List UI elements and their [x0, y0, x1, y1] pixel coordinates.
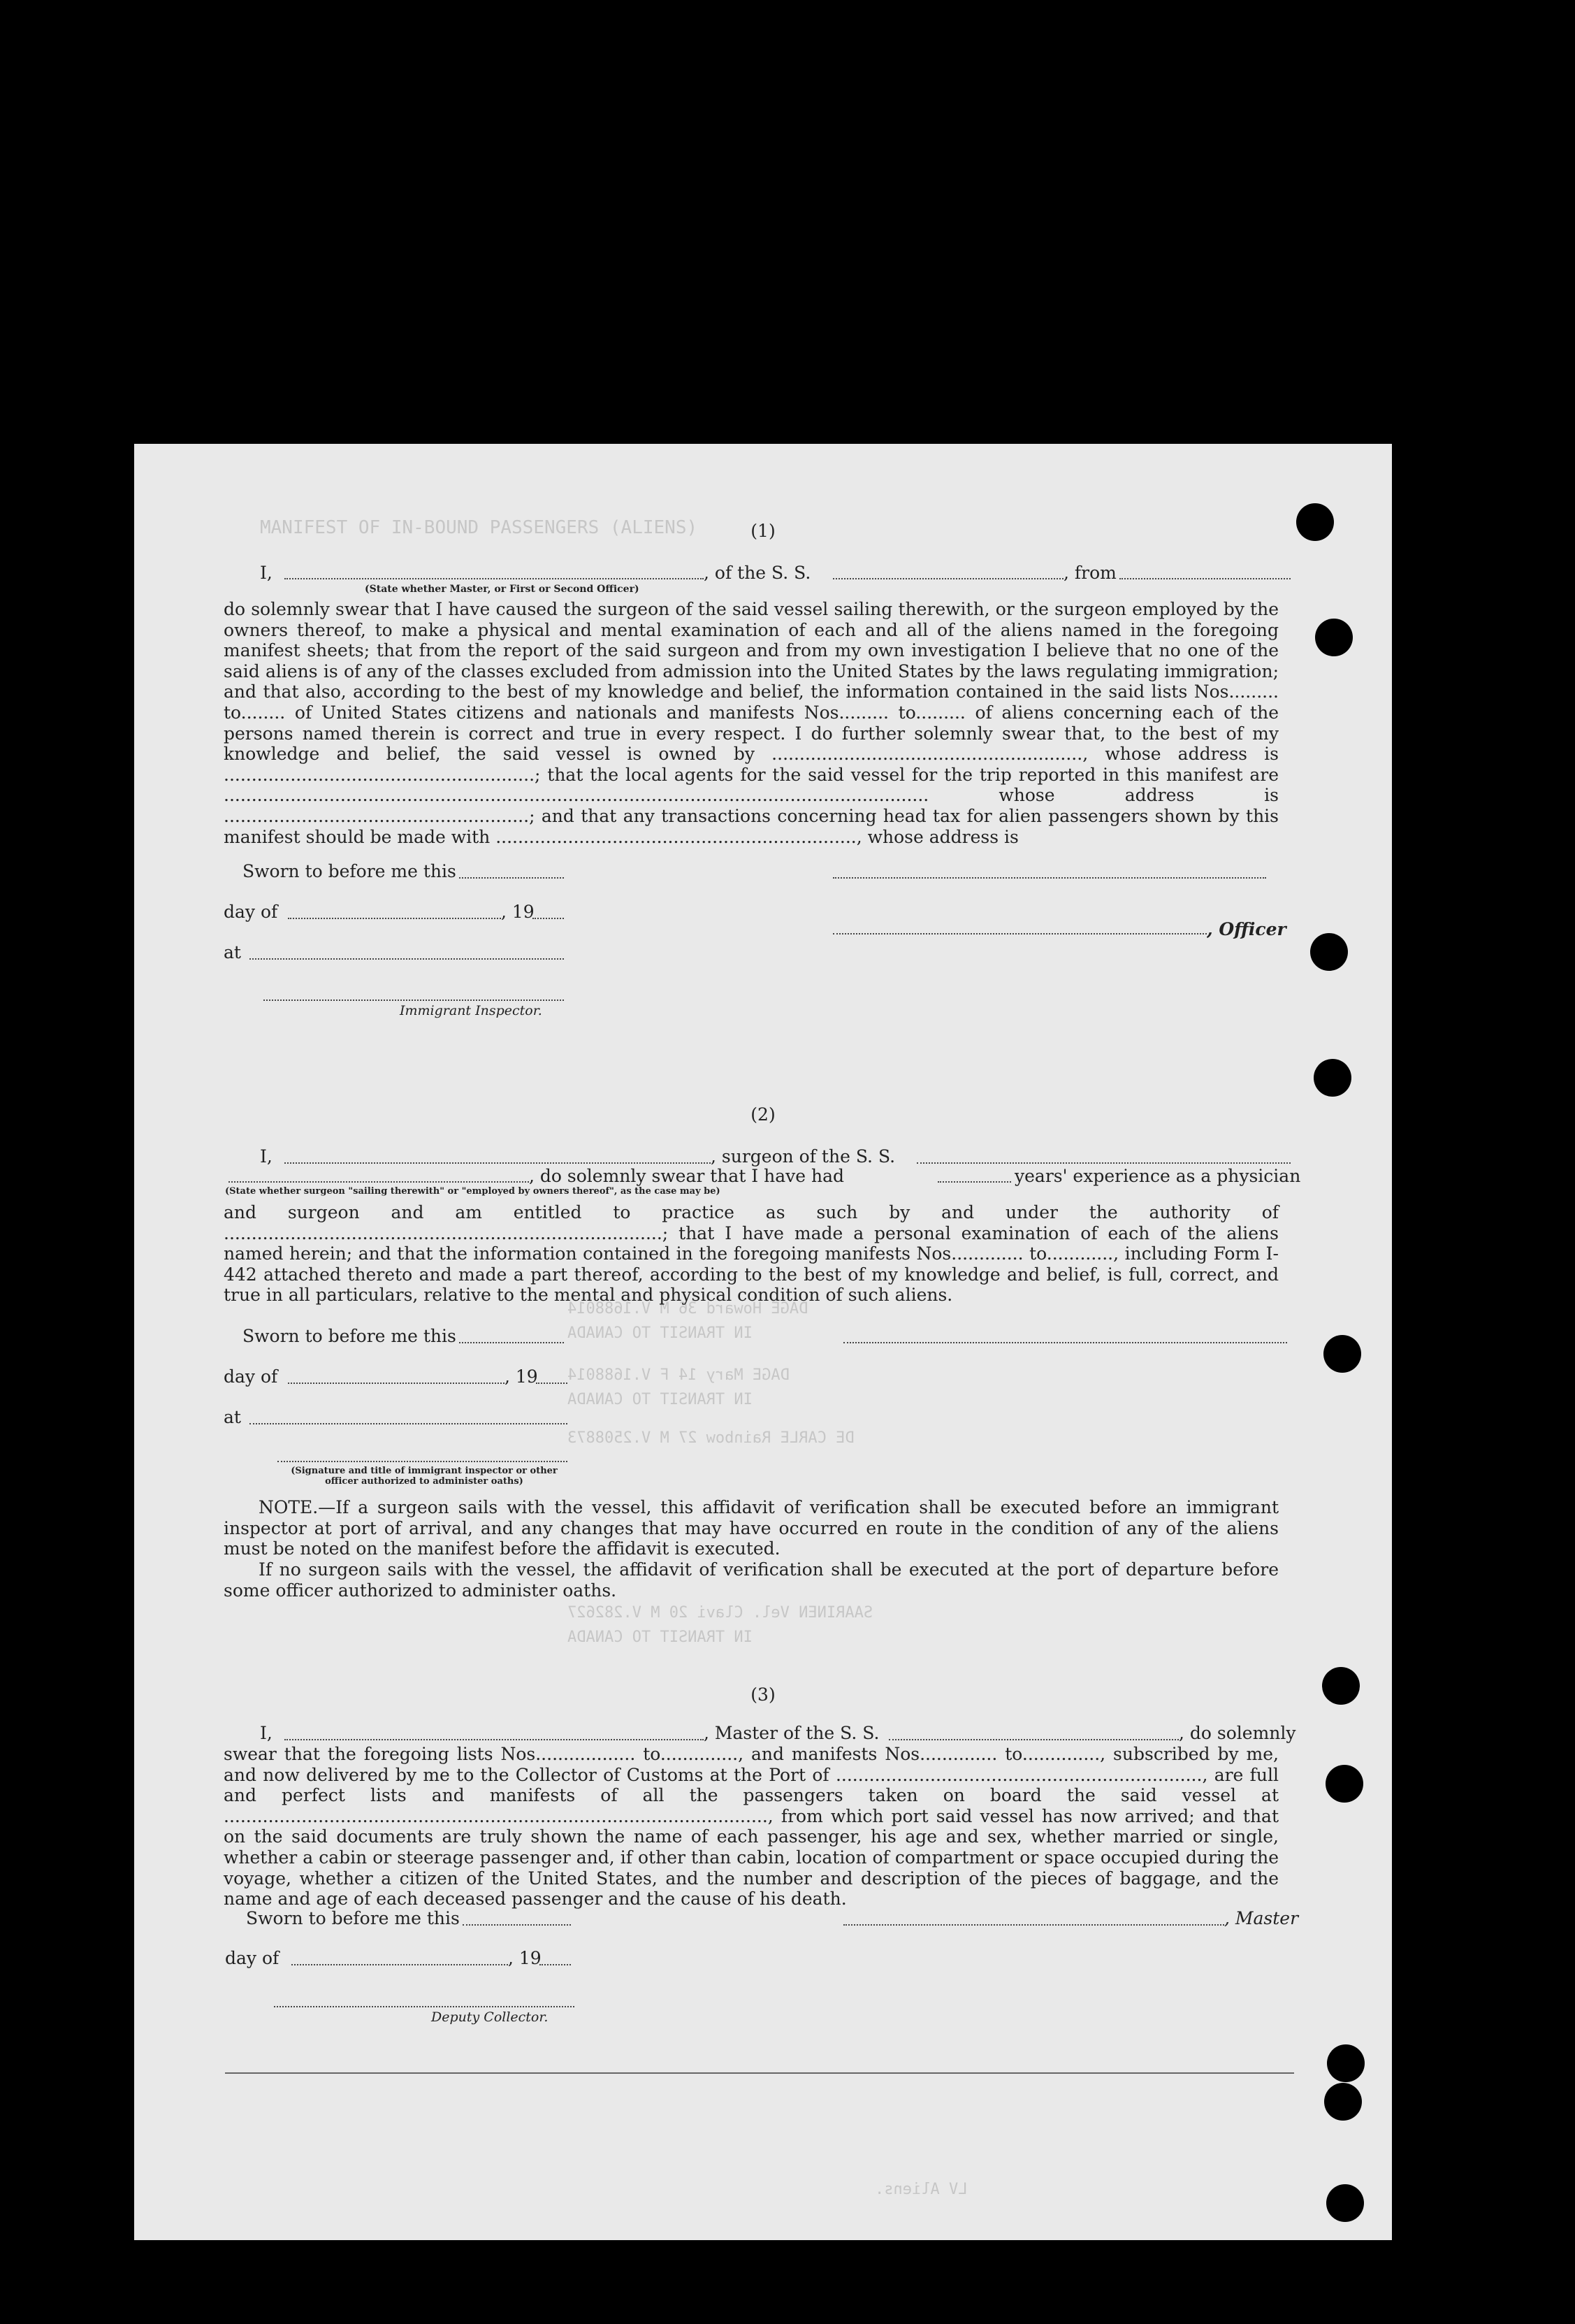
sworn-year-field[interactable] — [532, 918, 564, 919]
section-3-number: (3) — [750, 1684, 776, 1705]
section-2-note-2: If no surgeon sails with the vessel, the affidavit of verification shall be executed at the port of departure before some officer authorized to administer oaths. — [224, 1559, 1279, 1601]
from-port-field[interactable] — [1119, 578, 1291, 579]
bleed-through-row: SAARINEN Vel. Clavi 20 M V.282627 — [567, 1604, 873, 1622]
section-3-master-signature-field[interactable] — [843, 1924, 1224, 1926]
surgeon-sworn-month-field[interactable] — [288, 1383, 505, 1384]
bleed-through-row: IN TRANSIT TO CANADA — [567, 1391, 753, 1408]
master-name-field[interactable] — [284, 578, 704, 579]
punch-hole — [1296, 503, 1334, 541]
section-3-sworn-label: Sworn to before me this — [246, 1908, 460, 1928]
bleed-through-footer: LV Aliens. — [875, 2181, 968, 2198]
section-1-caption: (State whether Master, or First or Second Officer) — [365, 584, 639, 595]
section-1-day-of-label: day of — [224, 902, 278, 922]
section-3-year-label: , 19 — [508, 1948, 542, 1968]
section-2-year-label: , 19 — [505, 1366, 538, 1387]
deputy-collector-caption: Deputy Collector. — [431, 2009, 549, 2025]
section-1-from-label: , from — [1064, 563, 1117, 583]
section-3-master-label: , Master of the S. S. — [704, 1723, 880, 1743]
bottom-rule — [225, 2072, 1294, 2074]
section-3-swear-label: , do solemnly — [1179, 1723, 1296, 1743]
surgeon-sworn-place-field[interactable] — [249, 1423, 567, 1424]
section-3-oath-text: swear that the foregoing lists Nos.................. to.............., and manifests Nos.............. to.............., subscribed by me, and now delivered by me to the Collector of Customs at the Port of .................................................................., are full and perfect lists and manifests of all the passengers taken on board the said vessel at .................................................................................................., from which port said vessel has now arrived; and that on the said documents are truly shown the name of each passenger, his age and sex, whether married or single, whether a cabin or steerage passenger and, if other than cabin, location of compartment or space occupied during the voyage, whether a citizen of the United States, and the number and description of the pieces of baggage, and the name and age of each deceased passenger and the cause of his death. — [224, 1744, 1279, 1910]
section-3-i-label: I, — [260, 1723, 273, 1743]
manifest-page — [134, 444, 1392, 2240]
section-2-i-label: I, — [260, 1146, 273, 1167]
deputy-collector-signature-field[interactable] — [274, 2006, 574, 2007]
punch-hole — [1327, 2044, 1365, 2082]
officer-label: , Officer — [1207, 919, 1286, 939]
section-3-sworn-month-field[interactable] — [291, 1964, 508, 1965]
section-2-surgeon-label: , surgeon of the S. S. — [711, 1146, 896, 1167]
years-experience-field[interactable] — [938, 1181, 1011, 1183]
sworn-place-field[interactable] — [249, 958, 564, 960]
surgeon-vessel-field[interactable] — [917, 1162, 1291, 1164]
section-2-sworn-label: Sworn to before me this — [242, 1326, 456, 1346]
section-2-caption: (State whether surgeon "sailing therewith" or "employed by owners thereof", as the case may be) — [225, 1186, 720, 1197]
section-2-at-label: at — [224, 1407, 241, 1427]
surgeon-name-field[interactable] — [284, 1162, 711, 1164]
punch-hole — [1322, 1667, 1360, 1705]
section-2-years-label: years' experience as a physician — [1015, 1166, 1301, 1186]
sworn-day-field[interactable] — [459, 877, 564, 879]
authorized-officer-signature-field[interactable] — [277, 1461, 567, 1462]
section-1-i-label: I, — [260, 563, 273, 583]
punch-hole — [1326, 2184, 1364, 2222]
section-3-day-of-label: day of — [225, 1948, 280, 1968]
section-1-sworn-label: Sworn to before me this — [242, 861, 456, 881]
section-3-sworn-year-field[interactable] — [539, 1964, 571, 1965]
vessel-name-field[interactable] — [833, 578, 1064, 579]
section-1-at-label: at — [224, 942, 241, 962]
bleed-through-row: DAGE Howard 36 M V.1688014 — [567, 1300, 808, 1318]
section-2-number: (2) — [750, 1104, 776, 1125]
surgeon-sworn-day-field[interactable] — [459, 1342, 564, 1343]
punch-hole — [1315, 619, 1353, 656]
surgeon-sworn-year-field[interactable] — [536, 1383, 567, 1384]
inspector-signature-field[interactable] — [263, 999, 564, 1001]
section-1-number: (1) — [750, 521, 776, 541]
section-3-master-caption: , Master — [1224, 1908, 1299, 1928]
sworn-month-field[interactable] — [288, 918, 501, 919]
section-2-signature-caption: (Signature and title of immigrant inspector or other officer authorized to administer oaths) — [291, 1466, 558, 1487]
section-3-master-name-field[interactable] — [284, 1739, 704, 1740]
section-1-oath-text: do solemnly swear that I have caused the surgeon of the said vessel sailing therewith, or the surgeon employed by the owners thereof, to make a physical and mental examination of each and all of the aliens named in the foregoing manifest sheets; that from the report of the said surgeon and from my own investigation I believe that no one of the said aliens is of any of the classes excluded from admission into the United States by the laws regulating immigration; and that also, according to the best of my knowledge and belief, the information contained in the said lists Nos......... to........ of United States citizens and nationals and manifests Nos......... to......... of aliens concerning each of the persons named therein is correct and true in every respect. I do further solemnly swear that, to the best of my knowledge and belief, the said vessel is owned by ........................................................, whose address is ........................................................; that the local agents for the said vessel for the trip reported in this manifest are ............................................................................................................................... whose address is .......................................................; and that any transactions concerning head tax for alien passengers shown by this manifest should be made with ................................................................., whose address is — [224, 599, 1279, 847]
section-2-oath-text: and surgeon and am entitled to practice as such by and under the authority of ...............................................................................; that I have made a personal examination of each of the aliens named herein; and that the information contained in the foregoing manifests Nos............. to............, including Form I-442 attached thereto and made a part thereof, according to the best of my knowledge and belief, is full, correct, and true in all particulars, relative to the mental and physical condition of such aliens. — [224, 1202, 1279, 1306]
section-2-note: NOTE.—If a surgeon sails with the vessel, this affidavit of verification shall be executed before an immigrant inspector at port of arrival, and any changes that may have occurred en route in the condition of any of the aliens must be noted on the manifest before the affidavit is executed. — [224, 1497, 1279, 1559]
inspector-caption: Immigrant Inspector. — [400, 1003, 542, 1018]
punch-hole — [1326, 1765, 1363, 1803]
section-2-swear-label: , do solemnly swear that I have had — [529, 1166, 845, 1186]
punch-hole — [1314, 1059, 1351, 1097]
punch-hole — [1310, 933, 1348, 971]
section-3-vessel-field[interactable] — [889, 1739, 1179, 1740]
surgeon-status-field[interactable] — [228, 1181, 529, 1183]
officer-signature-field[interactable] — [833, 877, 1266, 879]
section-3-sworn-day-field[interactable] — [463, 1924, 571, 1926]
section-1-year-label: , 19 — [501, 902, 535, 922]
bleed-through-row: IN TRANSIT TO CANADA — [567, 1629, 753, 1646]
bleed-through-row: DE CARLE Rainbow 27 M V.2508873 — [567, 1429, 855, 1447]
bleed-through-row: IN TRANSIT TO CANADA — [567, 1325, 753, 1342]
bleed-through-header: MANIFEST OF IN-BOUND PASSENGERS (ALIENS) — [260, 517, 698, 538]
surgeon-signature-field[interactable] — [843, 1342, 1287, 1343]
section-2-day-of-label: day of — [224, 1366, 278, 1387]
officer-name-field[interactable] — [833, 933, 1207, 934]
punch-hole — [1324, 2083, 1362, 2121]
punch-hole — [1323, 1335, 1361, 1373]
bleed-through-row: DAGE Mary 14 F V.1688014 — [567, 1366, 790, 1384]
section-1-vessel-label: , of the S. S. — [704, 563, 811, 583]
